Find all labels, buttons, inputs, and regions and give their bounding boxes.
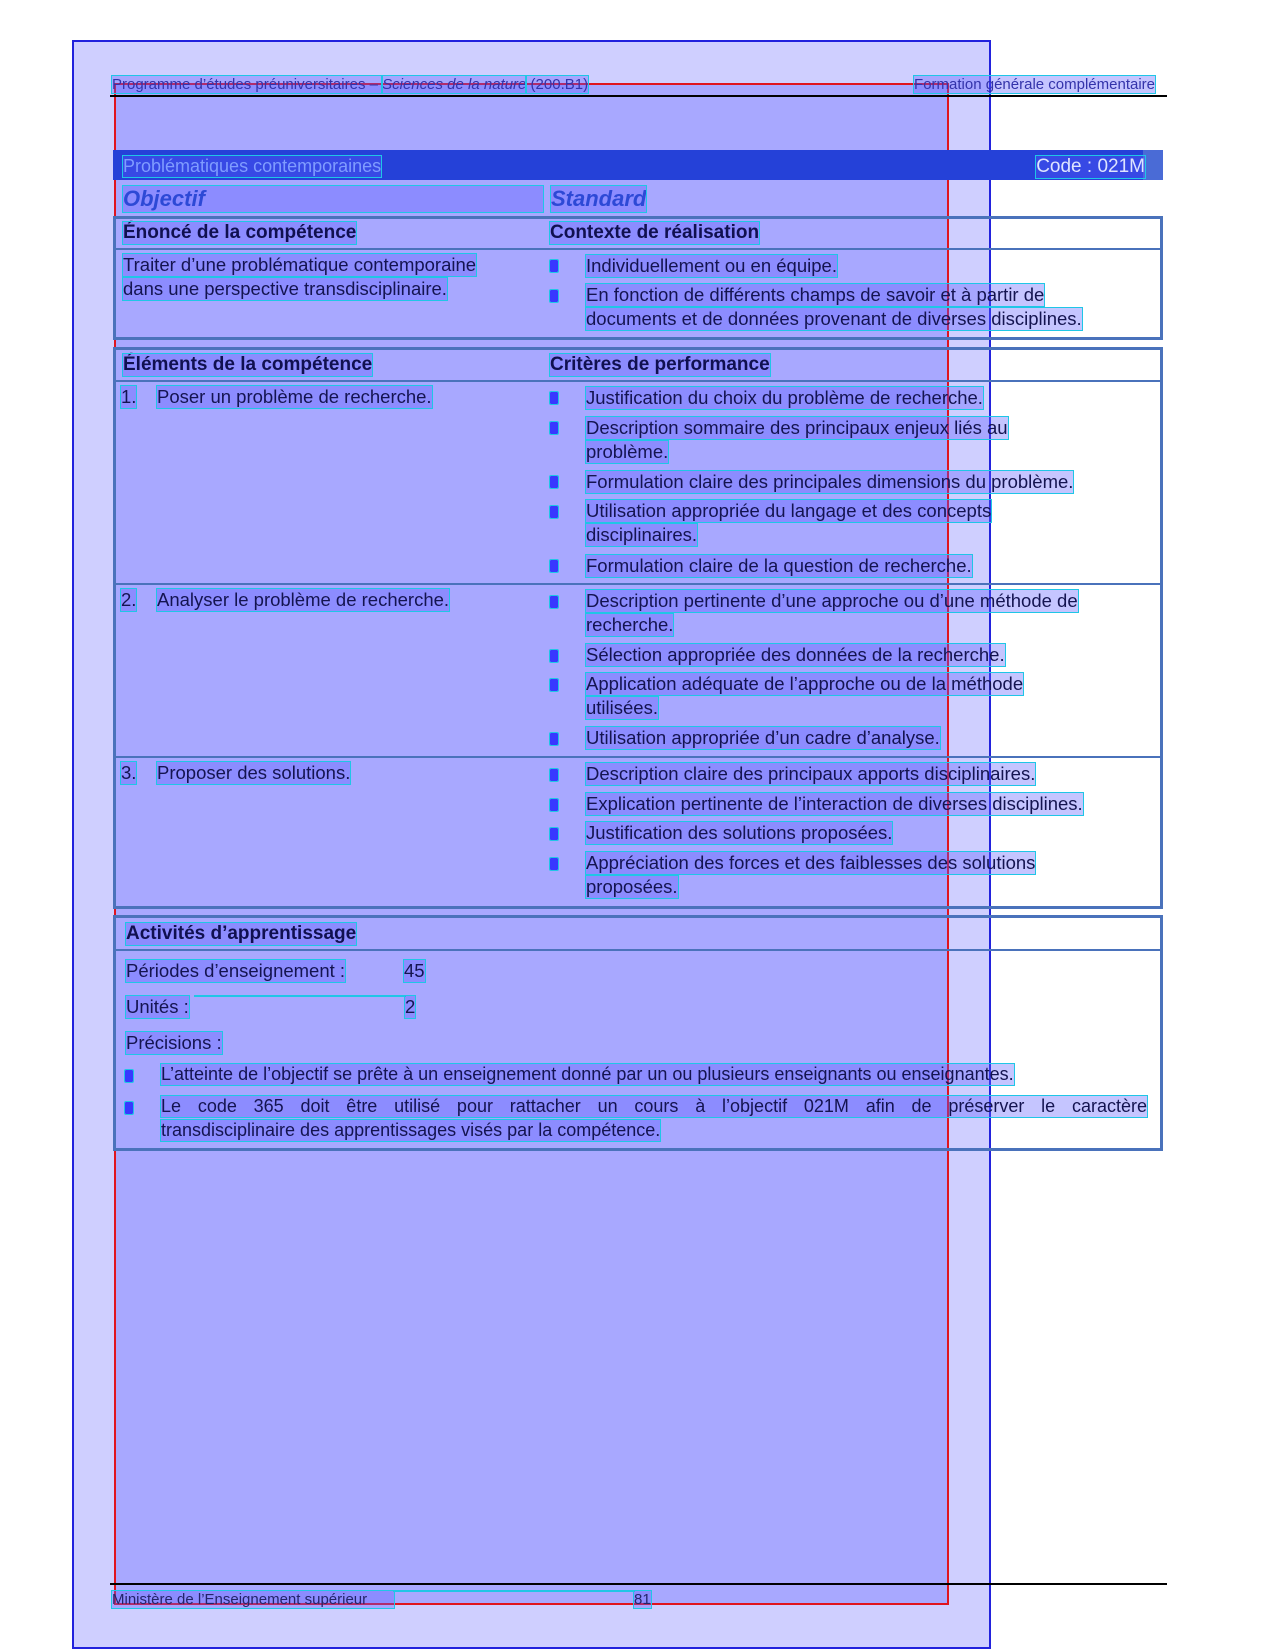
course-title: Problématiques contemporaines — [123, 156, 382, 176]
precision-item: Le code 365 doit être utilisé pour rattacher un cours à l’objectif 021M afin de préserver le caractère — [161, 1096, 1147, 1116]
element-number: 1. — [121, 386, 137, 407]
bullet-icon — [550, 290, 558, 302]
criterion: Description pertinente d’une approche ou d’une méthode de — [586, 590, 1078, 611]
element-label: Poser un problème de recherche. — [157, 386, 432, 407]
competence-header-rule — [113, 248, 1163, 250]
criterion: Utilisation appropriée d’un cadre d’analyse. — [586, 727, 940, 748]
bullet-icon — [550, 733, 558, 745]
page-number: 81 — [634, 1591, 651, 1608]
activities-heading: Activités d’apprentissage — [126, 923, 357, 944]
units-value: 2 — [405, 996, 416, 1017]
criterion: Formulation claire de la question de recherche. — [586, 555, 972, 576]
bullet-icon — [550, 769, 558, 781]
criterion: Explication pertinente de l’interaction de diverses disciplines. — [586, 793, 1083, 814]
criteria-heading: Critères de performance — [550, 354, 770, 375]
criterion-continued: proposées. — [586, 876, 678, 897]
context-heading: Contexte de réalisation — [550, 222, 760, 243]
units-label: Unités : — [126, 996, 189, 1017]
objective-heading: Objectif — [123, 186, 543, 212]
criterion-continued: problème. — [586, 441, 669, 462]
header-program — [112, 76, 588, 93]
bullet-icon — [550, 260, 558, 272]
statement-line: Traiter d’une problématique contemporaine — [123, 254, 477, 275]
criterion-continued: disciplinaires. — [586, 524, 698, 545]
elements-heading: Éléments de la compétence — [123, 354, 373, 375]
precisions-label: Précisions : — [126, 1032, 222, 1053]
header-section: Formation générale complémentaire — [914, 76, 1155, 93]
bullet-icon — [550, 828, 558, 840]
criterion: Appréciation des forces et des faiblesses des solutions — [586, 852, 1036, 873]
criterion: Utilisation appropriée du langage et des concepts — [586, 500, 992, 521]
bullet-icon — [550, 858, 558, 870]
bullet-icon — [550, 392, 558, 404]
criterion: Description claire des principaux apports disciplinaires. — [586, 763, 1036, 784]
criterion: Description sommaire des principaux enjeux liés au — [586, 417, 1008, 438]
group-divider — [113, 583, 1163, 585]
course-code: Code : 021M — [1036, 156, 1145, 177]
bullet-icon — [550, 506, 558, 518]
element-label: Proposer des solutions. — [157, 762, 351, 783]
bullet-icon — [550, 476, 558, 488]
element-number: 2. — [121, 589, 137, 610]
criterion: Formulation claire des principales dimensions du problème. — [586, 471, 1074, 492]
activities-header-rule — [113, 949, 1163, 951]
criterion: Justification du choix du problème de recherche. — [586, 387, 983, 408]
periods-value: 45 — [404, 960, 425, 981]
context-item: Individuellement ou en équipe. — [586, 255, 837, 276]
header-rule — [110, 95, 1167, 97]
bullet-icon — [550, 679, 558, 691]
precision-item-continued: transdisciplinaire des apprentissages visés par la compétence. — [161, 1120, 661, 1140]
bullet-icon — [550, 799, 558, 811]
statement-heading: Énoncé de la compétence — [123, 222, 357, 243]
bullet-icon — [550, 650, 558, 662]
context-item: En fonction de différents champs de savoir et à partir de — [586, 284, 1045, 305]
header-program-name: Sciences de la nature — [382, 76, 527, 93]
element-number: 3. — [121, 762, 137, 783]
footer-rule — [110, 1583, 1167, 1585]
standard-heading: Standard — [551, 186, 647, 211]
bullet-icon — [550, 560, 558, 572]
bullet-icon — [550, 422, 558, 434]
bullet-icon — [550, 596, 558, 608]
criterion-continued: recherche. — [586, 614, 674, 635]
criterion: Sélection appropriée des données de la recherche. — [586, 644, 1005, 665]
context-item-continued: documents et de données provenant de diverses disciplines. — [586, 308, 1082, 329]
element-label: Analyser le problème de recherche. — [157, 589, 450, 610]
header-program-code: (200.B1) — [526, 76, 589, 93]
group-divider — [113, 756, 1163, 758]
periods-label: Périodes d’enseignement : — [126, 960, 346, 981]
header-program-prefix: Programme d’études préuniversitaires – — [112, 76, 383, 93]
statement-line: dans une perspective transdisciplinaire. — [123, 278, 447, 299]
precision-item: L’atteinte de l’objectif se prête à un enseignement donné par un ou plusieurs enseignants ou enseignantes. — [161, 1064, 1014, 1084]
elements-header-rule — [113, 380, 1163, 382]
criterion: Justification des solutions proposées. — [586, 822, 893, 843]
bullet-icon — [125, 1070, 133, 1082]
criterion-continued: utilisées. — [586, 697, 658, 718]
footer-ministry: Ministère de l’Enseignement supérieur — [112, 1591, 394, 1608]
criterion: Application adéquate de l’approche ou de la méthode — [586, 673, 1024, 694]
bullet-icon — [125, 1102, 133, 1114]
